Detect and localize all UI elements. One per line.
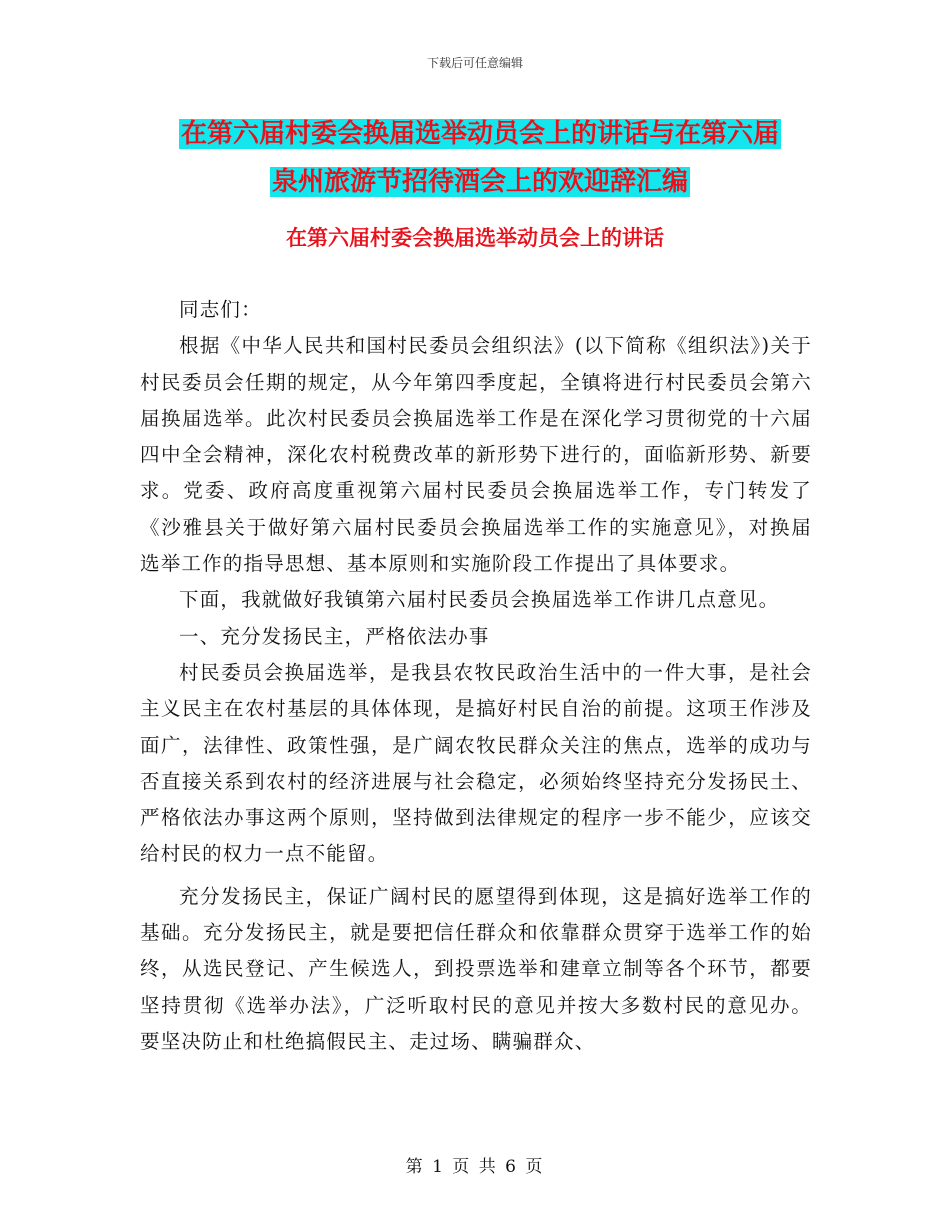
paragraph-intro: 根据《中华人民共和国村民委员会组织法》(以下简称《组织法》)关于村民委员会任期的规定，从今年第四季度起，全镇将进行村民委员会第六届换届选举。此次村民委员会换届选举工作是在深化学习贯彻党的十六届四中全会精神，深化农村税费改革的新形势下进行的，面临新形势、新要求。党委、政府高度重视第六届村民委员会换届选举工作，专门转发了《沙雅县关于做好第六届村民委员会换届选举工作的实施意见》，对换届选举工作的指导思想、基本原则和实施阶段工作提出了具体要求。 <box>140 334 812 576</box>
document-title-line-1: 在第六届村委会换届选举动员会上的讲话与在第六届 <box>180 119 779 149</box>
paragraph-body-2: 充分发扬民主，保证广阔村民的愿望得到体现，这是搞好选举工作的基础。充分发扬民主，就是要把信任群众和依靠群众贯穿于选举工作的始终，从选民登记、产生候选人，到投票选举和建章立制等各个环节，都要坚持贯彻《选举办法》，广泛听取村民的意见并按大多数村民的意见办。要坚决防止和杜绝搞假民主、走过场、瞒骗群众、 <box>140 884 812 1053</box>
paragraph-salutation: 同志们： <box>179 298 262 321</box>
document-title-line-2: 泉州旅游节招待酒会上的欢迎辞汇编 <box>271 167 688 197</box>
page-number: 第 1 页 共 6 页 <box>405 1157 545 1177</box>
document-title <box>150 110 810 206</box>
header-note: 下载后可任意编辑 <box>426 56 523 70</box>
section-heading-1: 一、充分发扬民主，严格依法办事 <box>179 624 490 648</box>
paragraph-body-1: 村民委员会换届选举，是我县农牧民政治生活中的一件大事，是社会主义民主在农村基层的具体体现，是搞好村民自治的前提。这项王作涉及面广，法律性、政策性强，是广阔农牧民群众关注的焦点，选举的成功与否直接关系到农村的经济进展与社会稳定，必须始终坚持充分发扬民土、严格依法办事这两个原则，坚持做到法律规定的程序一步不能少，应该交给村民的权力一点不能留。 <box>140 660 812 866</box>
document-body <box>140 292 812 1060</box>
section-title: 在第六届村委会换届选举动员会上的讲话 <box>286 226 664 250</box>
paragraph-transition: 下面，我就做好我镇第六届村民委员会换届选举工作讲几点意见。 <box>179 588 780 612</box>
